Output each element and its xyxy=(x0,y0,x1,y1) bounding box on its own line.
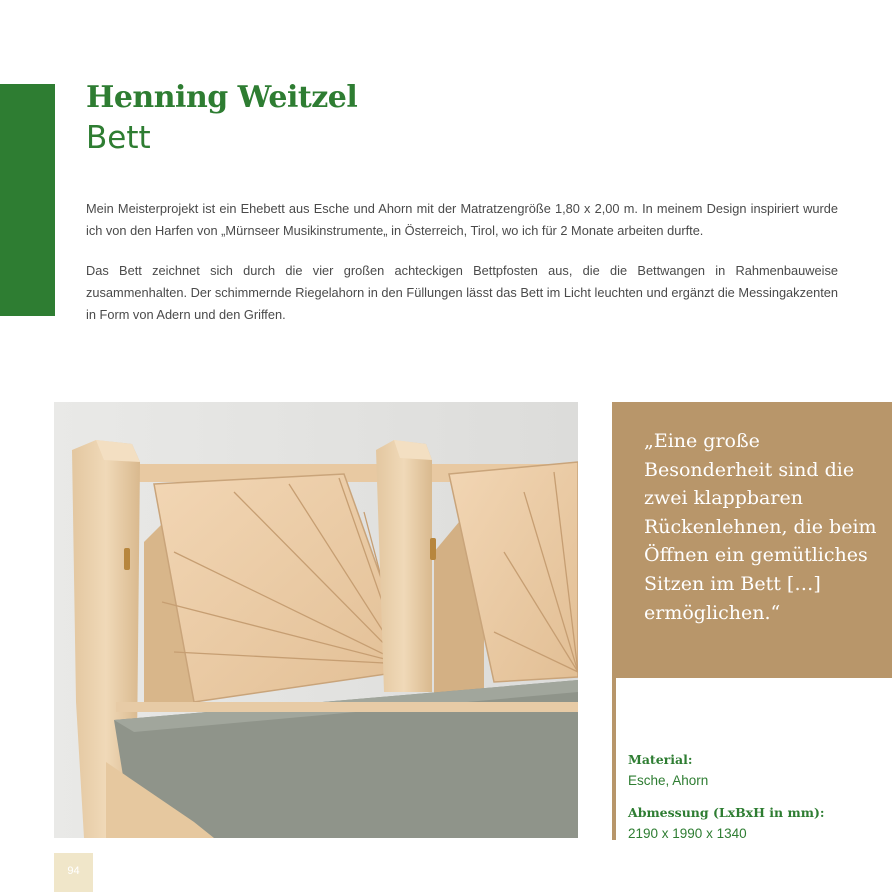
dimension-label: Abmessung (LxBxH in mm): xyxy=(628,805,825,820)
dimension-value: 2190 x 1990 x 1340 xyxy=(628,826,747,841)
page-number-tab xyxy=(54,853,93,892)
intro-paragraph-2: Das Bett zeichnet sich durch die vier großen achteckigen Bettpfosten aus, die die Bettwangen in Rahmenbauweise zusammenhalten. Der schimmernde Riegelahorn in den Füllungen lässt das Bett im Licht leuchten und ergänzt die Messingakzenten in Form von Adern und den Griffen. xyxy=(86,263,838,322)
material-value: Esche, Ahorn xyxy=(628,773,709,788)
material-label: Material: xyxy=(628,752,693,767)
page-number: 94 xyxy=(67,865,80,877)
intro-paragraph-1: Mein Meisterprojekt ist ein Ehebett aus Esche und Ahorn mit der Matratzengröße 1,80 x 2,00 m. In meinem Design inspiriert wurde ich von den Harfen von „Mürnseer Musikinstrumente„ in Österreich, Tirol, wo ich für 2 Monate arbeiten durfte. xyxy=(86,201,838,238)
accent-bar xyxy=(0,84,55,316)
page-subtitle: Bett xyxy=(86,120,151,156)
page-title: Henning Weitzel xyxy=(86,80,358,115)
bed-photo xyxy=(54,402,578,838)
quote-box xyxy=(612,402,892,678)
pull-quote: „Eine große Besonderheit sind die zwei klappbaren Rückenlehnen, die beim Öffnen ein gemütliches Sitzen im Bett […] ermöglichen.“ xyxy=(644,430,877,624)
spec-divider xyxy=(612,678,616,840)
